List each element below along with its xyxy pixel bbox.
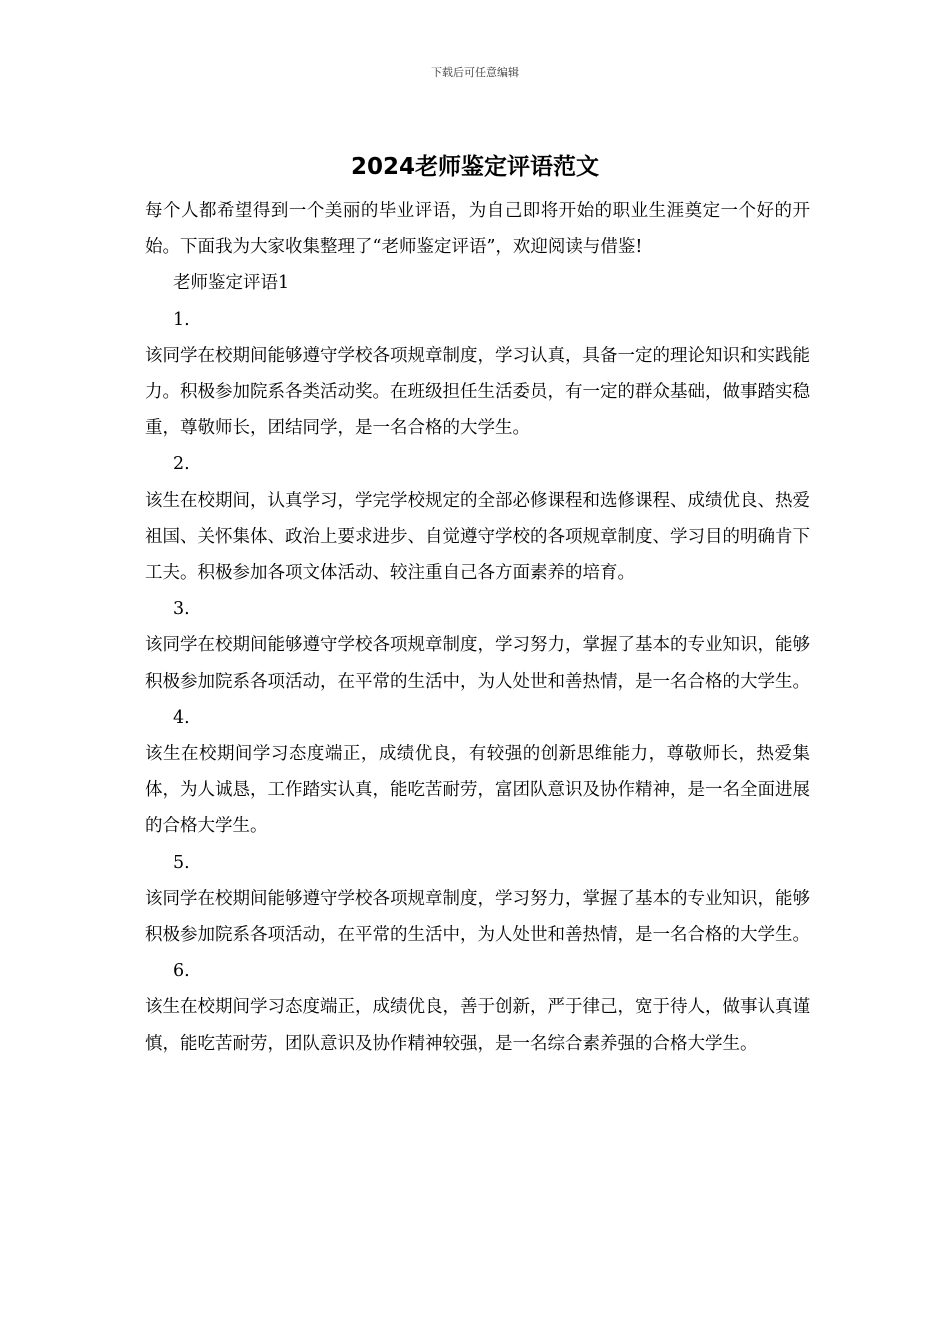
item-number: 6. xyxy=(173,961,190,982)
item-text: 该同学在校期间能够遵守学校各项规章制度，学习努力，掌握了基本的专业知识，能够积极参加院系各项活动，在平常的生活中，为人处世和善热情，是一名合格的大学生。 xyxy=(145,888,810,946)
document-body xyxy=(145,193,810,1062)
item-number: 3. xyxy=(173,599,190,620)
header-note: 下载后可任意编辑 xyxy=(431,66,519,79)
document-title: 2024老师鉴定评语范文 xyxy=(350,154,599,180)
item-text: 该生在校期间学习态度端正，成绩优良，善于创新，严于律己，宽于待人，做事认真谨慎，能吃苦耐劳，团队意识及协作精神较强，是一名综合素养强的合格大学生。 xyxy=(145,997,810,1054)
item-number: 2. xyxy=(173,454,190,475)
section-heading: 老师鉴定评语1 xyxy=(173,273,290,294)
item-text: 该生在校期间学习态度端正，成绩优良，有较强的创新思维能力，尊敬师长，热爱集体，为人诚恳，工作踏实认真，能吃苦耐劳，富团队意识及协作精神，是一名全面进展的合格大学生。 xyxy=(145,744,810,837)
item-number: 4. xyxy=(173,707,190,728)
item-number: 5. xyxy=(173,852,190,873)
intro-paragraph: 每个人都希望得到一个美丽的毕业评语，为自己即将开始的职业生涯奠定一个好的开始。下面我为大家收集整理了“老师鉴定评语”，欢迎阅读与借鉴! xyxy=(145,201,810,258)
item-text: 该同学在校期间能够遵守学校各项规章制度，学习认真，具备一定的理论知识和实践能力。积极参加院系各类活动奖。在班级担任生活委员，有一定的群众基础，做事踏实稳重，尊敬师长，团结同学，是一名合格的大学生。 xyxy=(145,345,810,439)
item-text: 该同学在校期间能够遵守学校各项规章制度，学习努力，掌握了基本的专业知识，能够积极参加院系各项活动，在平常的生活中，为人处世和善热情，是一名合格的大学生。 xyxy=(145,635,810,692)
item-text: 该生在校期间，认真学习，学完学校规定的全部必修课程和选修课程、成绩优良、热爱祖国、关怀集体、政治上要求进步、自觉遵守学校的各项规章制度、学习目的明确肯下工夫。积极参加各项文体活动、较注重自己各方面素养的培育。 xyxy=(145,490,810,584)
item-number: 1. xyxy=(173,309,190,330)
